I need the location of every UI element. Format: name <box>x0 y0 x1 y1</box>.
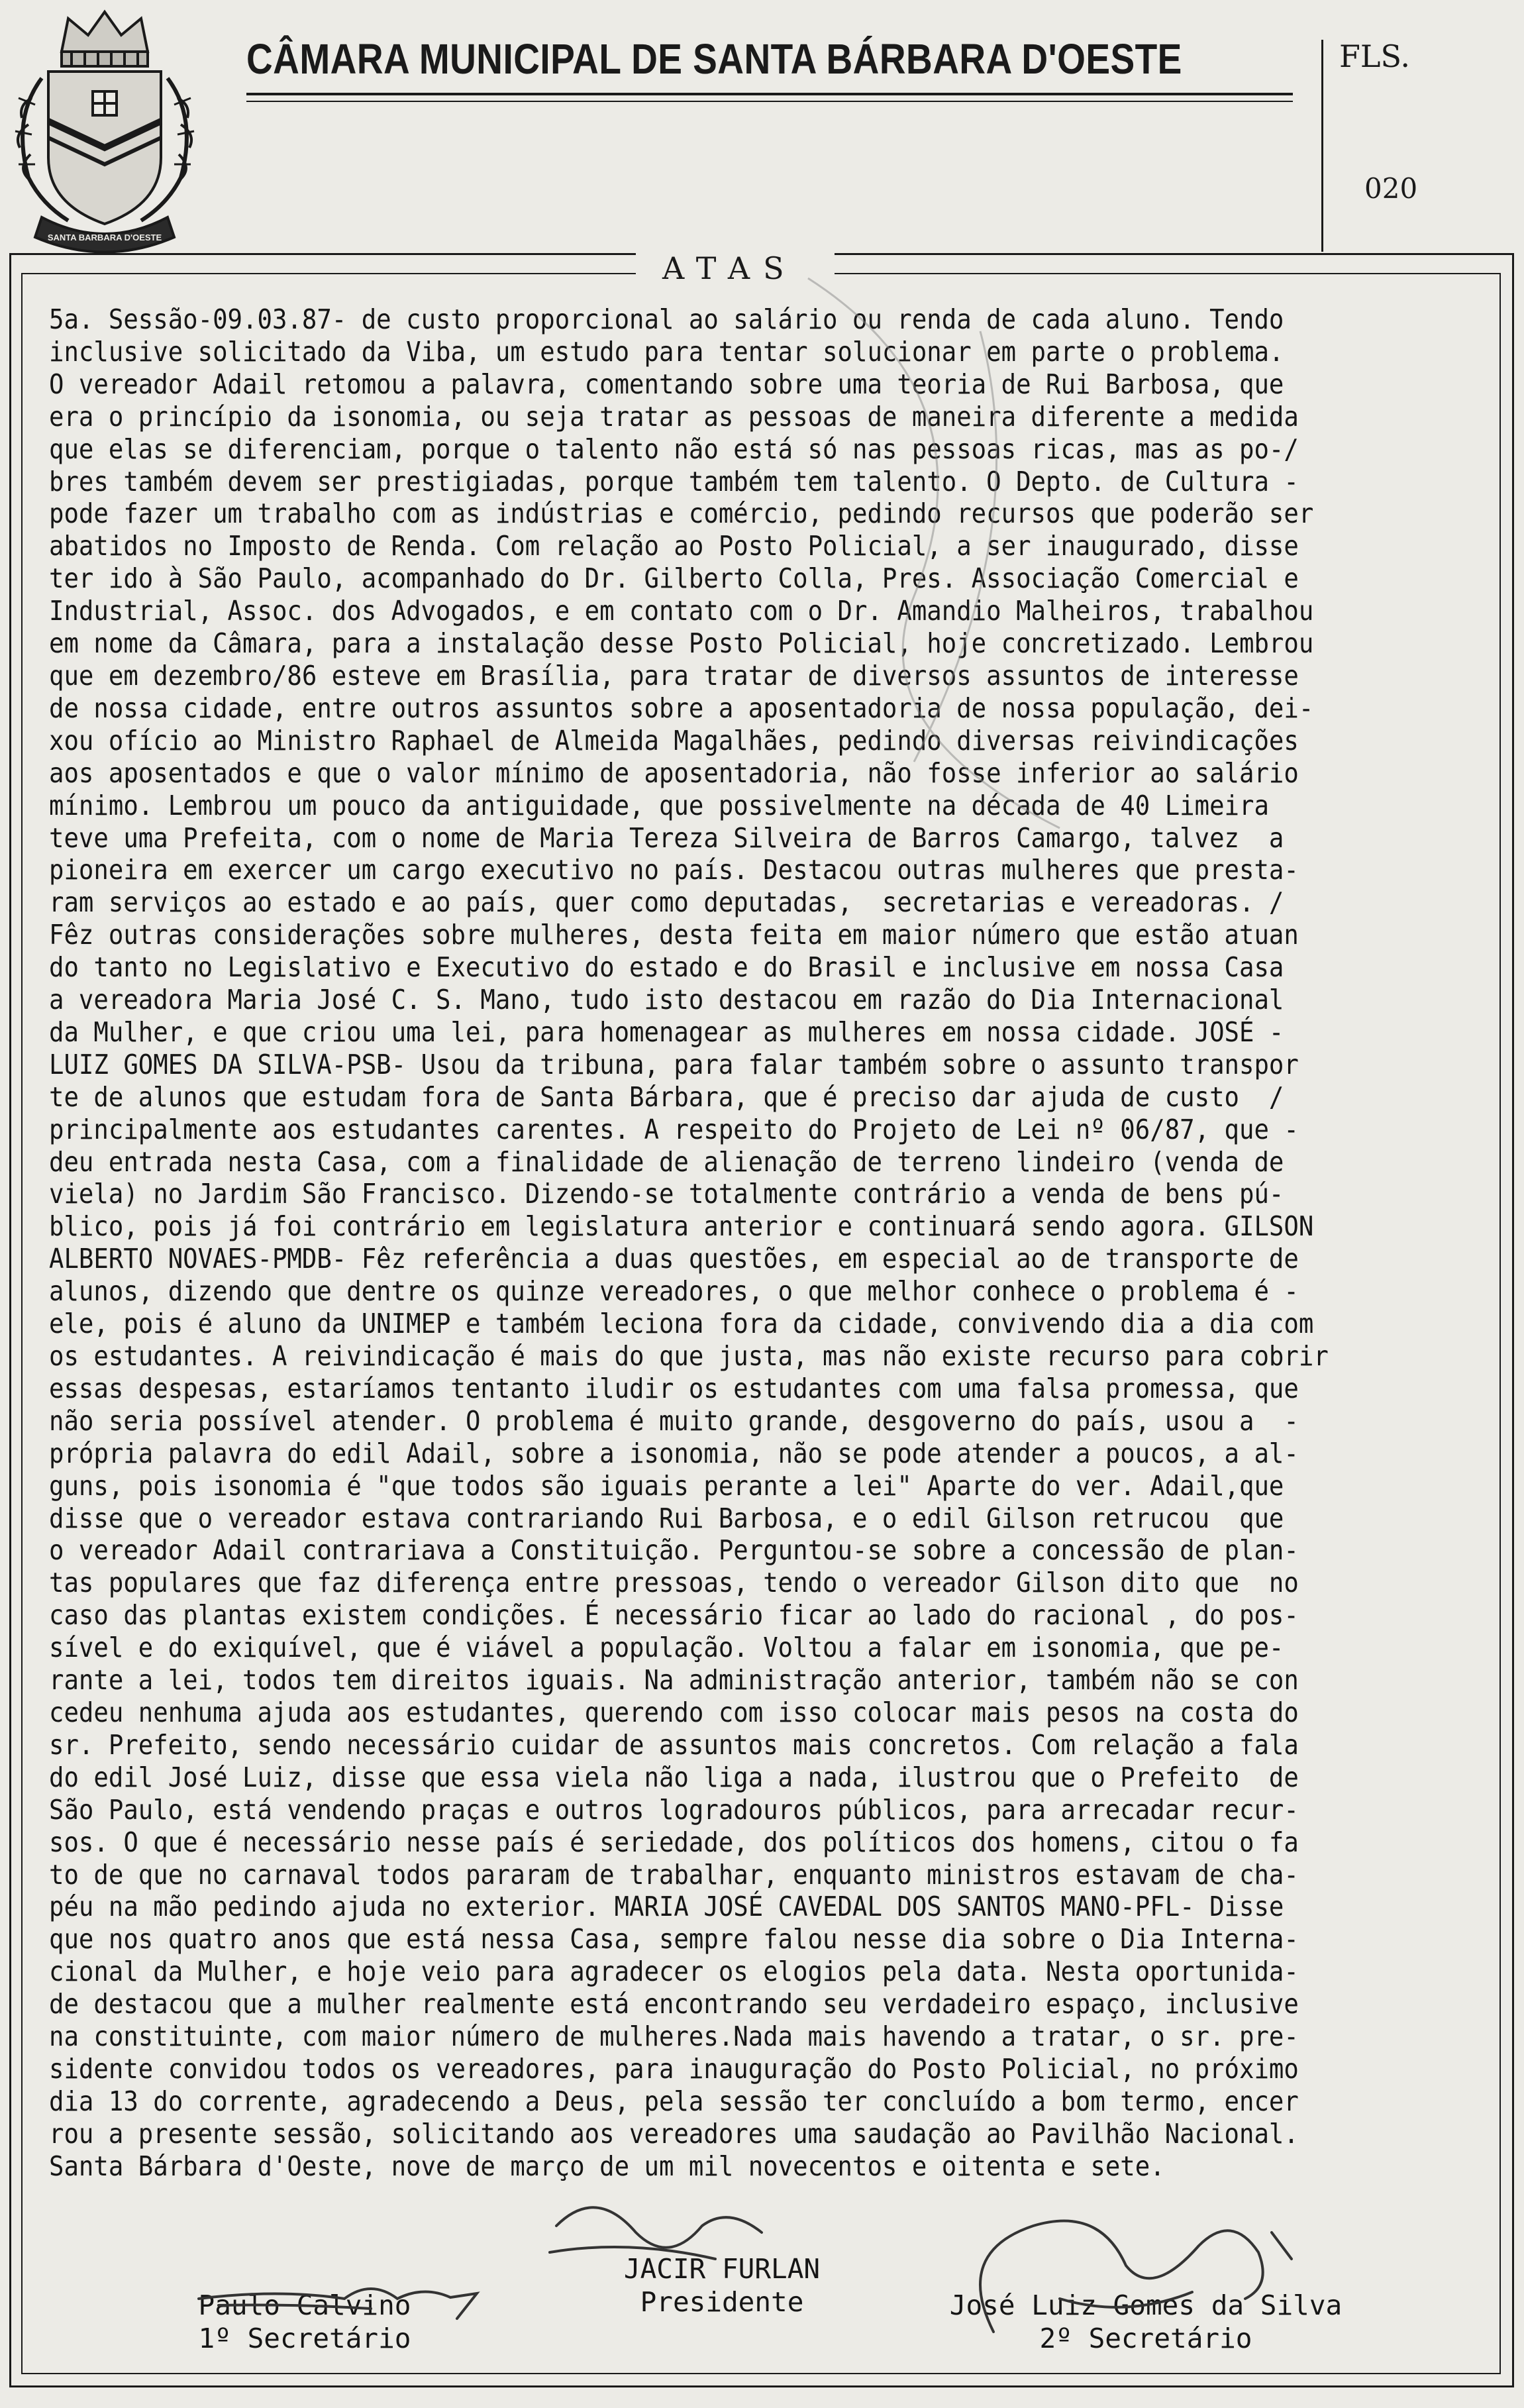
minutes-line: que em dezembro/86 esteve em Brasília, para tratar de diversos assuntos de interesse <box>49 659 1299 692</box>
minutes-line: ram serviços ao estado e ao país, quer como deputadas, secretarias e vereadoras. / <box>49 886 1284 919</box>
minutes-line: O vereador Adail retomou a palavra, comentando sobre uma teoria de Rui Barbosa, que <box>49 368 1284 400</box>
minutes-line: ter ido à São Paulo, acompanhado do Dr. Gilberto Colla, Pres. Associação Comercial e <box>49 562 1299 595</box>
minutes-line: do tanto no Legislativo e Executivo do estado e do Brasil e inclusive em nossa Casa <box>49 951 1284 984</box>
signature-block-first-secretary <box>99 2289 510 2355</box>
signer-role: 1º Secretário <box>198 2323 411 2354</box>
minutes-line: viela) no Jardim São Francisco. Dizendo-se totalmente contrário a venda de bens pú- <box>49 1178 1284 1210</box>
folio-number: 020 <box>1364 172 1418 205</box>
minutes-line: LUIZ GOMES DA SILVA-PSB- Usou da tribuna, para falar também sobre o assunto transpor <box>49 1048 1299 1080</box>
minutes-line: ele, pois é aluno da UNIMEP e também leciona fora da cidade, convivendo dia a dia com <box>49 1308 1314 1340</box>
minutes-line: essas despesas, estaríamos tentanto iludir os estudantes com uma falsa promessa, que <box>49 1372 1299 1404</box>
minutes-line: Santa Bárbara d'Oeste, nove de março de um mil novecentos e oitenta e sete. <box>49 2150 1165 2182</box>
minutes-line: dia 13 do corrente, agradecendo a Deus, pela sessão ter concluído a bom termo, encer <box>49 2085 1299 2117</box>
minutes-line: o vereador Adail contrariava a Constituição. Perguntou-se sobre a concessão de plan- <box>49 1534 1299 1567</box>
minutes-line: não seria possível atender. O problema é muito grande, desgoverno do país, usou a - <box>49 1404 1299 1437</box>
signature-block-president <box>517 2252 927 2319</box>
minutes-line: guns, pois isonomia é "que todos são iguais perante a lei" Aparte do ver. Adail,que <box>49 1469 1284 1502</box>
minutes-line: xou ofício ao Ministro Raphael de Almeida Magalhães, pedindo diversas reivindicações <box>49 724 1299 757</box>
minutes-line: rante a lei, todos tem direitos iguais. Na administração anterior, também não se con <box>49 1664 1299 1697</box>
minutes-line: disse que o vereador estava contrariando Rui Barbosa, e o edil Gilson retrucou que <box>49 1502 1284 1534</box>
minutes-line: do edil José Luiz, disse que essa viela não liga a nada, ilustrou que o Prefeito de <box>49 1761 1299 1793</box>
minutes-line: da Mulher, e que criou uma lei, para homenagear as mulheres em nossa cidade. JOSÉ - <box>49 1016 1284 1048</box>
signer-role: Presidente <box>640 2286 804 2318</box>
folio-label: FLS. <box>1339 38 1410 74</box>
minutes-line: cional da Mulher, e hoje veio para agradecer os elogios pela data. Nesta oportunida- <box>49 1956 1299 1988</box>
signer-name: Paulo Calvino <box>198 2289 411 2321</box>
title-rule <box>246 93 1293 95</box>
signature-block-second-secretary <box>874 2289 1417 2355</box>
coat-of-arms-icon <box>5 5 204 257</box>
minutes-line: de destacou que a mulher realmente está encontrando seu verdadeiro espaço, inclusive <box>49 1988 1299 2020</box>
title-rule-thin <box>246 101 1293 102</box>
minutes-line: Fêz outras considerações sobre mulheres, desta feita em maior número que estão atuan <box>49 919 1299 951</box>
minutes-line: teve uma Prefeita, com o nome de Maria Tereza Silveira de Barros Camargo, talvez a <box>49 821 1284 854</box>
folio-divider <box>1321 40 1323 252</box>
minutes-line: que nos quatro anos que está nessa Casa, sempre falou nesse dia sobre o Dia Interna- <box>49 1923 1299 1956</box>
signer-role: 2º Secretário <box>1039 2323 1252 2354</box>
minutes-text <box>49 303 1363 2183</box>
crest-motto: SANTA BARBARA D'OESTE <box>47 233 162 242</box>
minutes-line: a vereadora Maria José C. S. Mano, tudo isto destacou em razão do Dia Internacional <box>49 984 1284 1016</box>
minutes-line: na constituinte, com maior número de mulheres.Nada mais havendo a tratar, o sr. pre- <box>49 2020 1299 2053</box>
minutes-line: sidente convidou todos os vereadores, para inauguração do Posto Policial, no próximo <box>49 2052 1299 2085</box>
minutes-line: alunos, dizendo que dentre os quinze vereadores, o que melhor conhece o problema é - <box>49 1275 1299 1308</box>
minutes-line: os estudantes. A reivindicação é mais do que justa, mas não existe recurso para cobrir <box>49 1340 1329 1372</box>
minutes-line: que elas se diferenciam, porque o talento não está só nas pessoas ricas, mas as po-/ <box>49 433 1299 465</box>
minutes-line: cedeu nenhuma ajuda aos estudantes, querendo com isso colocar mais pesos na costa do <box>49 1696 1299 1728</box>
minutes-line: abatidos no Imposto de Renda. Com relação ao Posto Policial, a ser inaugurado, disse <box>49 530 1299 562</box>
minutes-line: deu entrada nesta Casa, com a finalidade de alienação de terreno lindeiro (venda de <box>49 1145 1284 1178</box>
minutes-line: pioneira em exercer um cargo executivo no país. Destacou outras mulheres que presta- <box>49 854 1299 886</box>
minutes-line: ALBERTO NOVAES-PMDB- Fêz referência a duas questões, em especial ao de transporte de <box>49 1243 1299 1275</box>
minutes-line: blico, pois já foi contrário em legislatura anterior e continuará sendo agora. GILSON <box>49 1210 1314 1243</box>
minutes-line: principalmente aos estudantes carentes. A respeito do Projeto de Lei nº 06/87, que - <box>49 1113 1299 1145</box>
minutes-line: tas populares que faz diferença entre pressoas, tendo o vereador Gilson dito que no <box>49 1567 1299 1599</box>
minutes-line: pode fazer um trabalho com as indústrias e comércio, pedindo recursos que poderão ser <box>49 497 1314 530</box>
minutes-line: to de que no carnaval todos pararam de trabalhar, enquanto ministros estavam de cha- <box>49 1858 1299 1891</box>
minutes-line: péu na mão pedindo ajuda no exterior. MARIA JOSÉ CAVEDAL DOS SANTOS MANO-PFL- Disse <box>49 1891 1284 1923</box>
minutes-line: bres também devem ser prestigiadas, porque também tem talento. O Depto. de Cultura - <box>49 465 1299 497</box>
chamber-title: CÂMARA MUNICIPAL DE SANTA BÁRBARA D'OESTE <box>246 35 1182 83</box>
minutes-line: própria palavra do edil Adail, sobre a isonomia, não se pode atender a poucos, a al- <box>49 1437 1299 1469</box>
minutes-line: 5a. Sessão-09.03.87- de custo proporcional ao salário ou renda de cada aluno. Tendo <box>49 303 1284 335</box>
minutes-line: em nome da Câmara, para a instalação desse Posto Policial, hoje concretizado. Lembrou <box>49 627 1314 660</box>
minutes-line: era o princípio da isonomia, ou seja tratar as pessoas de maneira diferente a medida <box>49 400 1299 433</box>
minutes-line: te de alunos que estudam fora de Santa Bárbara, que é preciso dar ajuda de custo / <box>49 1080 1284 1113</box>
minutes-line: São Paulo, está vendendo praças e outros logradouros públicos, para arrecadar recur- <box>49 1793 1299 1826</box>
minutes-line: sos. O que é necessário nesse país é seriedade, dos políticos dos homens, citou o fa <box>49 1826 1299 1858</box>
minutes-line: caso das plantas existem condições. É necessário ficar ao lado do racional , do pos- <box>49 1599 1299 1632</box>
minutes-line: sível e do exiquível, que é viável a população. Voltou a falar em isonomia, que pe- <box>49 1632 1284 1664</box>
section-title: ATAS <box>662 250 797 286</box>
signer-name: JACIR FURLAN <box>623 2253 821 2285</box>
signer-name: José Luiz Gomes da Silva <box>949 2289 1343 2321</box>
minutes-line: Industrial, Assoc. dos Advogados, e em contato com o Dr. Amandio Malheiros, trabalhou <box>49 595 1314 627</box>
minutes-line: sr. Prefeito, sendo necessário cuidar de assuntos mais concretos. Com relação a fala <box>49 1728 1299 1761</box>
minutes-line: de nossa cidade, entre outros assuntos sobre a aposentadoria de nossa população, dei- <box>49 692 1314 724</box>
minutes-line: rou a presente sessão, solicitando aos vereadores uma saudação ao Pavilhão Nacional. <box>49 2117 1299 2150</box>
minutes-line: inclusive solicitado da Viba, um estudo para tentar solucionar em parte o problema. <box>49 335 1284 368</box>
minutes-line: aos aposentados e que o valor mínimo de aposentadoria, não fosse inferior ao salário <box>49 757 1299 789</box>
minutes-line: mínimo. Lembrou um pouco da antiguidade, que possivelmente na década de 40 Limeira <box>49 789 1269 821</box>
